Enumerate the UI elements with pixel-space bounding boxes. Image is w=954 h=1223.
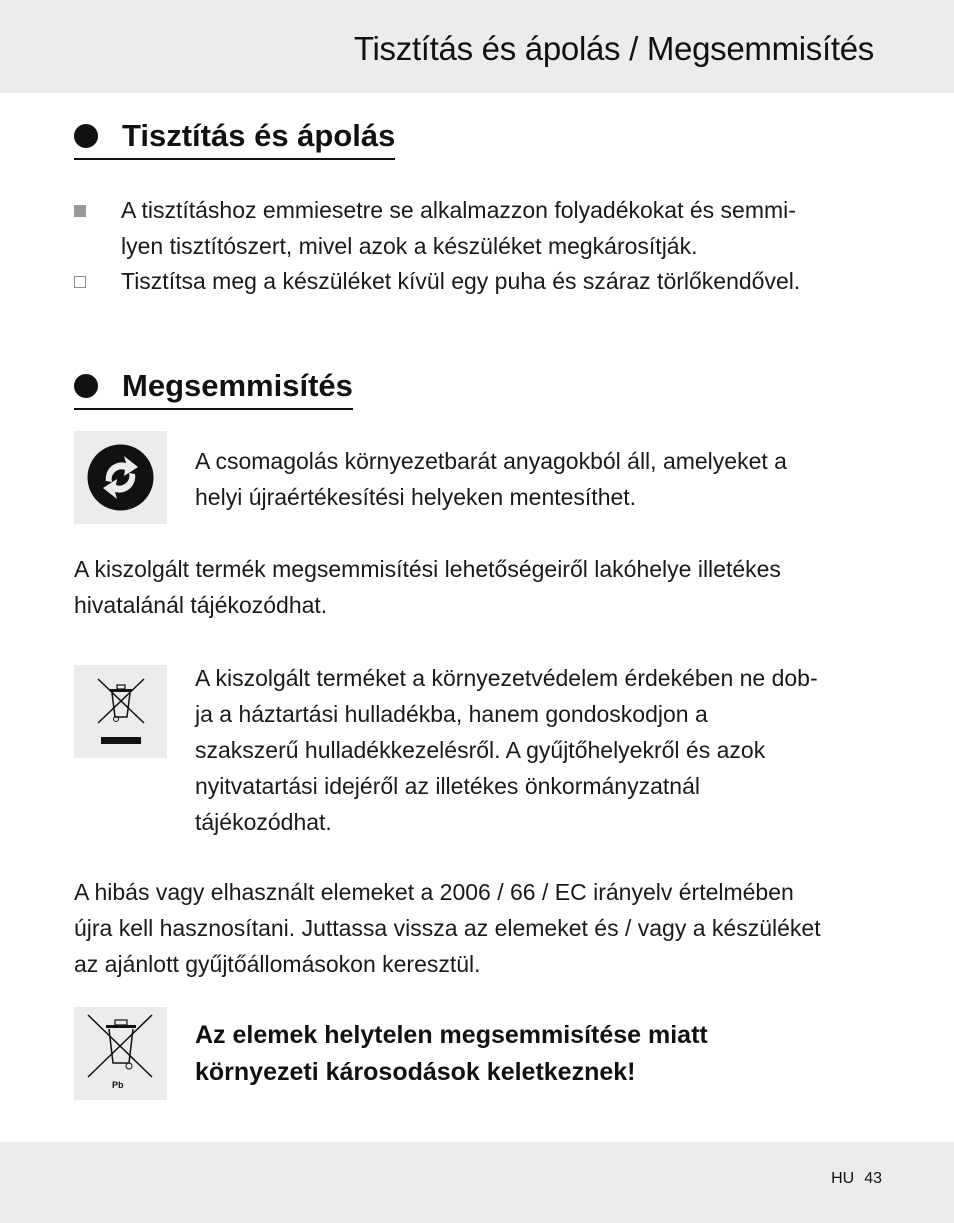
batteries-text <box>74 874 894 982</box>
page-title: Tisztítás és ápolás / Megsemmisítés <box>353 30 874 67</box>
bullet-line: Tisztítsa meg a készüléket kívül egy puha és száraz törlőkendővel. <box>121 268 801 294</box>
text-line: újra kell hasznosítani. Juttassa vissza az elemeket és / vagy a készüléket <box>74 915 821 941</box>
language-code: HU <box>831 1170 855 1187</box>
text-line: A kiszolgált termék megsemmisítési lehetőségeiről lakóhelye illetékes <box>74 556 781 582</box>
weee-text <box>195 660 895 840</box>
pb-label: Pb <box>112 1080 124 1090</box>
section-title-cleaning: Tisztítás és ápolás <box>122 118 396 153</box>
text-line: tájékozódhat. <box>195 809 332 835</box>
text-line: szakszerű hulladékkezelésről. A gyűjtőhelyekről és azok <box>195 737 766 763</box>
text-line: Az elemek helytelen megsemmisítése miatt <box>195 1021 708 1049</box>
list-item <box>74 263 874 299</box>
section-heading-cleaning <box>74 118 395 160</box>
footer-bar <box>0 1142 954 1223</box>
text-line: A kiszolgált terméket a környezetvédelem érdekében ne dob- <box>195 665 818 691</box>
heading-dot-icon <box>74 374 98 398</box>
text-line: A csomagolás környezetbarát anyagokból áll, amelyeket a <box>195 448 787 474</box>
list-item <box>74 192 874 264</box>
packaging-text <box>195 443 895 515</box>
text-line: nyitvatartási idejéről az illetékes önkormányzatnál <box>195 773 700 799</box>
battery-warning <box>195 1017 895 1091</box>
text-line: környezeti károsodások keletkeznek! <box>195 1058 636 1086</box>
text-line: helyi újraértékesítési helyeken mentesíthet. <box>195 484 637 510</box>
crossed-bin-icon <box>74 665 167 758</box>
page-number: 43 <box>864 1170 882 1187</box>
text-line: az ajánlott gyűjtőállomásokon keresztül. <box>74 951 481 977</box>
heading-dot-icon <box>74 124 98 148</box>
bullet-line: A tisztításhoz emmiesetre se alkalmazzon folyadékokat és semmi- <box>121 197 796 223</box>
footer <box>831 1170 882 1188</box>
filled-square-bullet-icon <box>74 205 86 217</box>
product-info-text <box>74 551 894 623</box>
crossed-bin-pb-icon <box>74 1007 167 1100</box>
section-heading-disposal <box>74 368 353 410</box>
text-line: ja a háztartási hulladékba, hanem gondoskodjon a <box>195 701 708 727</box>
section-title-disposal: Megsemmisítés <box>122 368 353 403</box>
green-dot-recycling-icon <box>74 431 167 524</box>
checkbox-square-bullet-icon <box>74 276 86 288</box>
text-line: A hibás vagy elhasznált elemeket a 2006 / 66 / EC irányelv értelmében <box>74 879 794 905</box>
bullet-line: lyen tisztítószert, mivel azok a készüléket megkárosítják. <box>121 233 698 259</box>
text-line: hivatalánál tájékozódhat. <box>74 592 328 618</box>
